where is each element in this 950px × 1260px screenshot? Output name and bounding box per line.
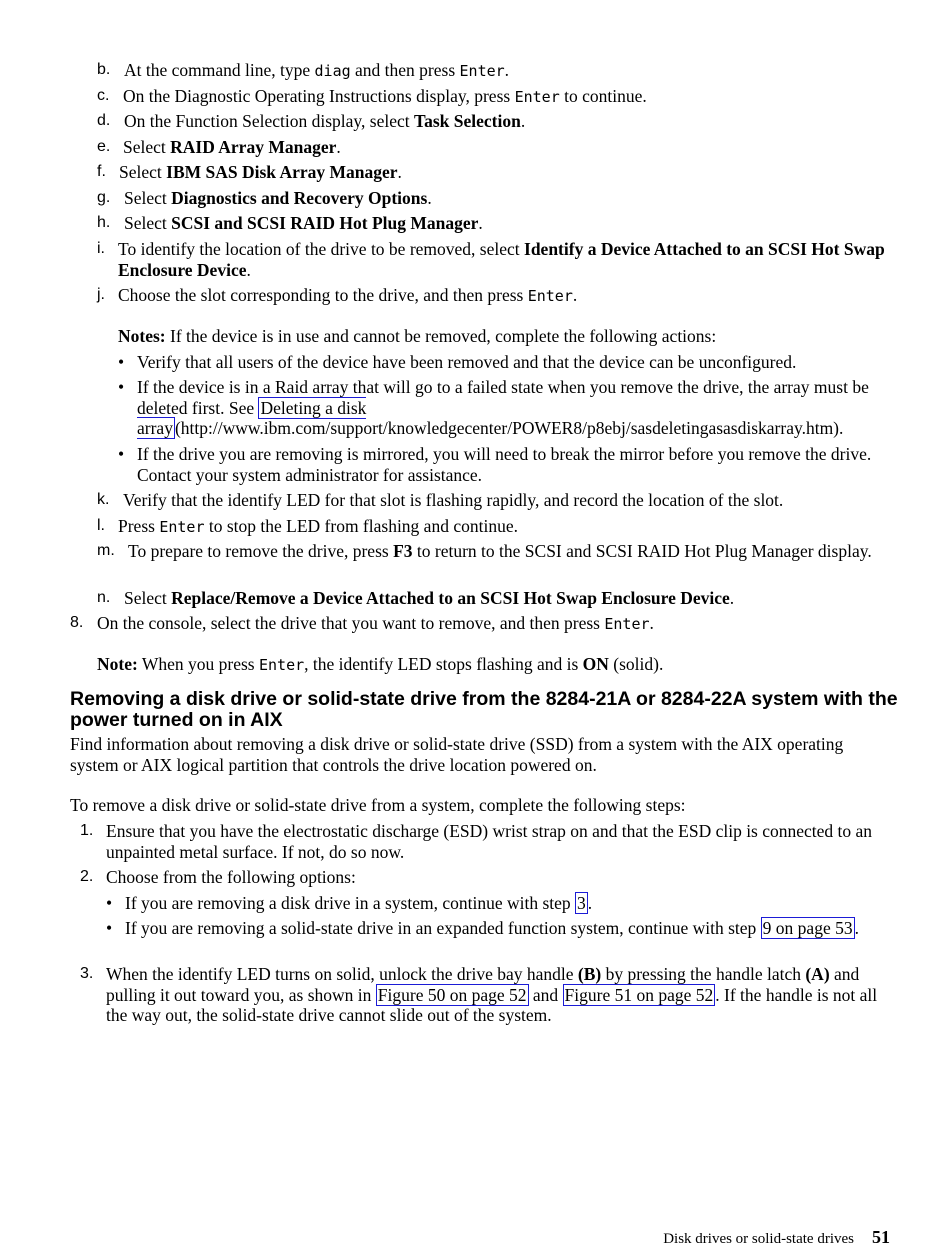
step-label: 3. xyxy=(80,965,94,982)
option-bullet xyxy=(106,893,900,914)
text: Choose the slot corresponding to the drive, and then press xyxy=(118,285,528,305)
substep-label: c. xyxy=(97,87,110,104)
notes-intro xyxy=(118,326,900,347)
step-label: 8. xyxy=(70,614,84,631)
ui-term: Diagnostics and Recovery Options xyxy=(171,188,428,208)
key-text: Enter xyxy=(459,62,505,80)
text: and xyxy=(528,984,563,1005)
ui-term: Replace/Remove a Device Attached to an SCSI Hot Swap Enclosure Device xyxy=(171,588,730,608)
text: If the device is in a Raid array that will go to a failed state when you remove the drive, the array must be deleted first. See xyxy=(137,377,869,418)
ui-term: RAID Array Manager xyxy=(170,137,337,157)
text: . xyxy=(397,162,402,182)
text: On the Diagnostic Operating Instructions display, press xyxy=(123,86,515,106)
section-intro: Find information about removing a disk drive or solid-state drive (SSD) from a system with the AIX operating system or AIX logical partition that controls the drive location powered on. xyxy=(70,734,844,775)
text: To identify the location of the drive to be removed, select xyxy=(118,239,525,259)
bullet-text xyxy=(125,893,900,914)
status-term: ON xyxy=(582,654,609,674)
notes-label: Notes: xyxy=(118,326,166,346)
text: and pulling it out toward you, as shown in xyxy=(106,964,860,1005)
text: to continue. xyxy=(559,86,647,106)
key-text: Enter xyxy=(259,656,305,674)
step-9-link[interactable]: 9 on page 53 xyxy=(762,918,853,938)
key-text: Enter xyxy=(604,615,650,633)
substep-text xyxy=(124,188,900,209)
text: and then press xyxy=(350,60,460,80)
substep-text: Verify that the identify LED for that slot is flashing rapidly, and record the location of the slot. xyxy=(123,490,784,510)
text: . xyxy=(854,918,859,938)
figure-51-link[interactable]: Figure 51 on page 52 xyxy=(564,984,714,1005)
bullet-text xyxy=(137,377,900,439)
substep-text xyxy=(128,541,900,562)
substep-label: l. xyxy=(97,517,105,534)
note-bullet xyxy=(118,377,900,439)
substep-label: m. xyxy=(97,542,115,559)
bullet-text xyxy=(125,918,900,939)
key-text: Enter xyxy=(159,518,205,536)
substep-text xyxy=(123,137,900,158)
note xyxy=(97,654,900,676)
text: . xyxy=(572,285,578,305)
text: If the device is in use and cannot be removed, complete the following actions: xyxy=(165,326,717,346)
substep-label: b. xyxy=(97,61,111,78)
key-text: Enter xyxy=(514,88,560,106)
step-text xyxy=(106,964,900,1026)
text: . xyxy=(729,588,735,608)
step-label: 1. xyxy=(80,822,94,839)
substep-label: i. xyxy=(97,240,105,257)
text: On the console, select the drive that you want to remove, and then press xyxy=(97,613,605,633)
bullet-dot: • xyxy=(106,918,113,938)
text: Select xyxy=(124,188,172,208)
text: Select xyxy=(124,213,172,233)
deleting-disk-array-link[interactable]: Deleting a disk array xyxy=(137,397,367,438)
step-3-link[interactable]: 3 xyxy=(577,893,586,913)
text: . xyxy=(504,60,510,80)
substep-text xyxy=(118,285,900,307)
text: . If the handle is not all the way out, the solid-state drive cannot slide out of the system. xyxy=(106,984,878,1025)
key-term: F3 xyxy=(393,541,413,561)
bullet-text: Verify that all users of the device have been removed and that the device can be unconfigured. xyxy=(137,352,797,372)
figure-50-link[interactable]: Figure 50 on page 52 xyxy=(377,984,527,1005)
note-bullet xyxy=(118,444,900,485)
text: To prepare to remove the drive, press xyxy=(128,541,394,561)
section-lead: To remove a disk drive or solid-state drive from a system, complete the following steps: xyxy=(70,795,686,815)
substep-text xyxy=(124,60,900,82)
substep-text xyxy=(118,239,900,280)
ui-term: Task Selection xyxy=(414,111,521,131)
text: When you press xyxy=(137,654,259,674)
substep-label: k. xyxy=(97,491,110,508)
text: . xyxy=(649,613,654,633)
text: . xyxy=(246,259,251,280)
url-text: (http://www.ibm.com/support/knowledgecenter/POWER8/p8ebj/sasdeletingasasdiskarray.htm). xyxy=(174,418,844,438)
text: . xyxy=(336,137,341,157)
substep-label: j. xyxy=(97,286,105,303)
text: Select xyxy=(119,162,167,182)
note-bullet xyxy=(118,352,900,373)
substep-i xyxy=(97,239,900,281)
substep-label: h. xyxy=(97,214,111,231)
substep-text xyxy=(123,86,900,108)
page-footer xyxy=(663,1227,890,1248)
text: If you are removing a disk drive in a system, continue with step xyxy=(125,893,576,913)
ui-term: IBM SAS Disk Array Manager xyxy=(166,162,398,182)
text: Select xyxy=(124,588,172,608)
option-bullet xyxy=(106,918,900,939)
text: . xyxy=(587,893,593,913)
substep-text xyxy=(124,588,900,609)
substep-text xyxy=(124,213,900,234)
text: If you are removing a solid-state drive in an expanded function system, continue with step xyxy=(125,918,761,938)
text: Press xyxy=(118,516,160,536)
text: by pressing the handle latch xyxy=(601,964,806,984)
substep-text xyxy=(124,111,900,132)
text: , the identify LED stops flashing and is xyxy=(304,654,583,674)
text: (solid). xyxy=(608,654,664,674)
step-1 xyxy=(80,821,900,863)
substep-m xyxy=(97,541,900,583)
text: On the Function Selection display, select xyxy=(124,111,414,131)
text: When the identify LED turns on solid, unlock the drive bay handle xyxy=(106,964,578,984)
note-label: Note: xyxy=(97,654,138,674)
ui-term: SCSI and SCSI RAID Hot Plug Manager xyxy=(171,213,479,233)
callout-a: (A) xyxy=(805,964,830,984)
step-label: 2. xyxy=(80,868,94,885)
callout-b: (B) xyxy=(577,964,602,984)
bullet-dot: • xyxy=(118,377,125,397)
text: . xyxy=(427,188,432,208)
page-number: 51 xyxy=(872,1227,890,1247)
text: At the command line, type xyxy=(124,60,315,80)
substep-text xyxy=(118,516,900,538)
substep-text xyxy=(119,162,900,183)
bullet-dot: • xyxy=(118,352,125,372)
substep-label: g. xyxy=(97,189,111,206)
text: to return to the SCSI and SCSI RAID Hot Plug Manager display. xyxy=(412,541,872,561)
text: . xyxy=(478,213,483,233)
bullet-dot: • xyxy=(106,893,113,913)
substep-label: d. xyxy=(97,112,111,129)
footer-title: Disk drives or solid-state drives xyxy=(663,1231,854,1247)
section-heading: Removing a disk drive or solid-state drive from the 8284-21A or 8284-22A system with the power turned on in AIX xyxy=(70,688,898,731)
bullet-dot: • xyxy=(118,444,125,464)
command-text: diag xyxy=(314,62,351,80)
step-text xyxy=(97,613,900,635)
substep-label: e. xyxy=(97,138,111,155)
step-3 xyxy=(80,964,900,1028)
step-text: Ensure that you have the electrostatic discharge (ESD) wrist strap on and that the ESD clip is connected to an unpainted metal surface. If not, do so now. xyxy=(106,821,873,862)
bullet-text: If the drive you are removing is mirrored, you will need to break the mirror before you remove the drive. Contact your system administrator for assistance. xyxy=(137,444,872,485)
key-text: Enter xyxy=(527,287,573,305)
text: to stop the LED from flashing and continue. xyxy=(204,516,518,536)
step-text: Choose from the following options: xyxy=(106,867,356,887)
text: . xyxy=(520,111,526,131)
ui-term: Identify a Device Attached to an SCSI Hot Swap Enclosure Device xyxy=(118,239,885,280)
substep-label: f. xyxy=(97,163,106,180)
text: Select xyxy=(123,137,171,157)
substep-label: n. xyxy=(97,589,111,606)
